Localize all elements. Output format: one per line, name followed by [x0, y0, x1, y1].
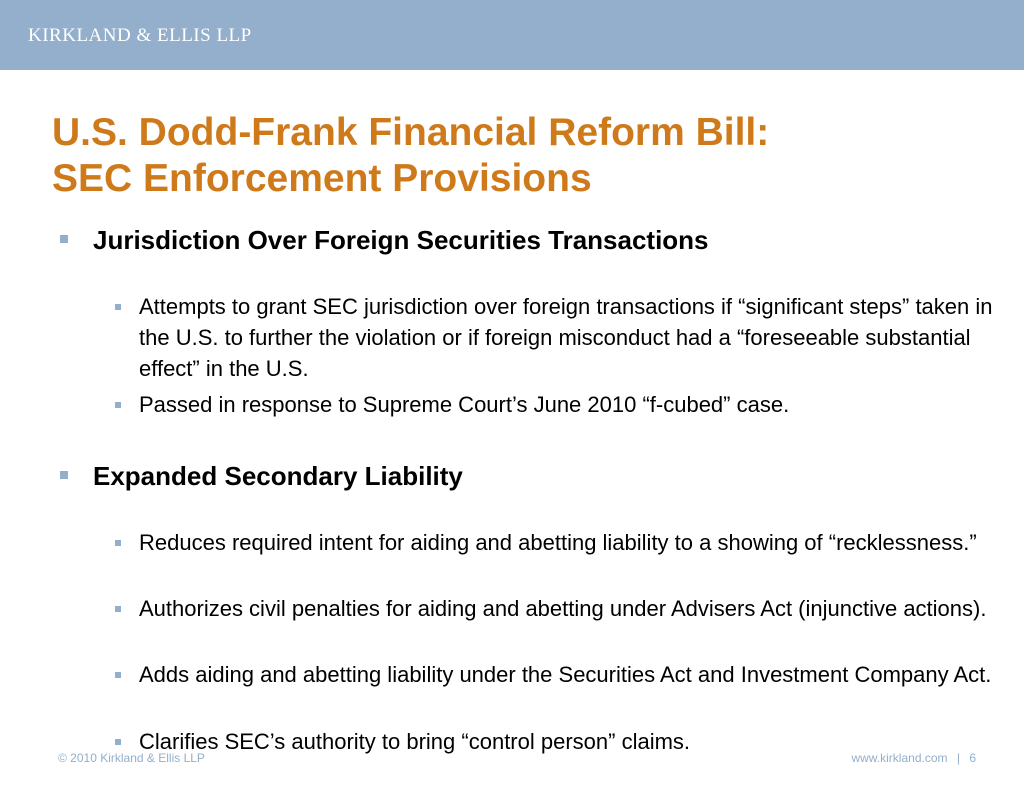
square-bullet-icon	[60, 471, 68, 479]
section-heading-text: Expanded Secondary Liability	[93, 461, 463, 491]
bullet-point-text: Passed in response to Supreme Court’s June 2010 “f-cubed” case.	[139, 392, 790, 417]
square-bullet-icon	[115, 606, 121, 612]
bullet-point-text: Reduces required intent for aiding and abetting liability to a showing of “recklessness.”	[139, 530, 977, 555]
square-bullet-icon	[115, 304, 121, 310]
square-bullet-icon	[115, 739, 121, 745]
slide-title-line-1: U.S. Dodd-Frank Financial Reform Bill:	[52, 111, 770, 154]
footer-right	[851, 751, 976, 765]
square-bullet-icon	[115, 402, 121, 408]
footer-copyright: © 2010 Kirkland & Ellis LLP	[58, 751, 205, 765]
bullet-point-text: Attempts to grant SEC jurisdiction over foreign transactions if “significant steps” taken in the U.S. to further the violation or if foreign misconduct had a “foreseeable substantial effect” in the U.S.	[139, 294, 993, 381]
square-bullet-icon	[60, 235, 68, 243]
footer-separator: |	[956, 751, 960, 765]
bullet-point-text: Adds aiding and abetting liability under the Securities Act and Investment Company Act.	[139, 662, 992, 687]
section-heading-text: Jurisdiction Over Foreign Securities Transactions	[93, 225, 709, 255]
page-number: 6	[969, 751, 976, 765]
footer-website-link[interactable]: www.kirkland.com	[851, 751, 948, 765]
square-bullet-icon	[115, 540, 121, 546]
firm-logo: KIRKLAND & ELLIS LLP	[28, 25, 252, 46]
slide-title-line-2: SEC Enforcement Provisions	[52, 157, 592, 200]
square-bullet-icon	[115, 672, 121, 678]
bullet-point-text: Authorizes civil penalties for aiding and abetting under Advisers Act (injunctive actions).	[139, 596, 987, 621]
bullet-point-text: Clarifies SEC’s authority to bring “control person” claims.	[139, 729, 691, 754]
